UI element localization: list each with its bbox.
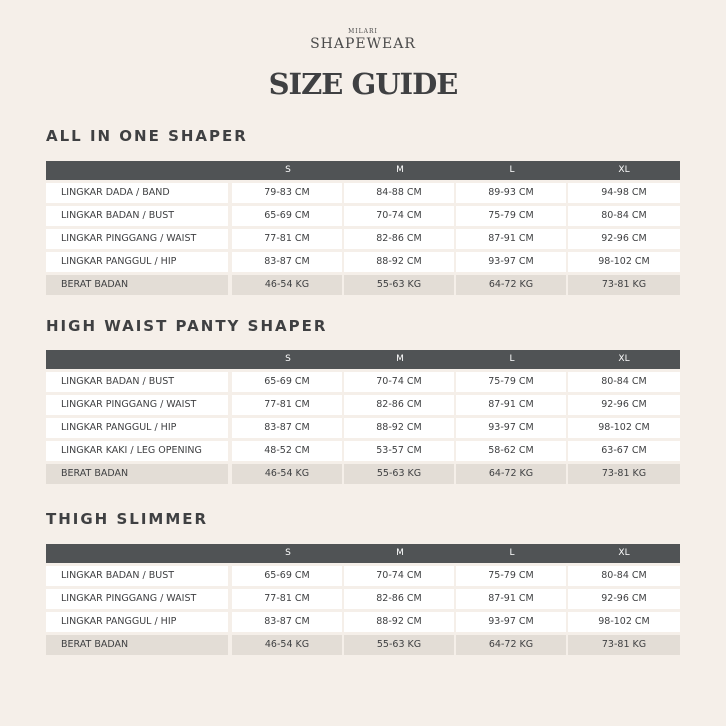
brand-name-small: MILARI bbox=[348, 28, 378, 35]
cell-value: 77-81 CM bbox=[232, 229, 342, 249]
row-label: LINGKAR PINGGANG / WAIST bbox=[46, 395, 228, 415]
cell-value: 70-74 CM bbox=[344, 206, 454, 226]
table-row bbox=[46, 395, 680, 415]
cell-value: 65-69 CM bbox=[232, 566, 342, 586]
brand-name-main: SHAPEWEAR bbox=[310, 36, 416, 52]
cell-value: 87-91 CM bbox=[456, 589, 566, 609]
table-row-weight bbox=[46, 275, 680, 295]
cell-value: 84-88 CM bbox=[344, 183, 454, 203]
cell-value: 46-54 KG bbox=[232, 275, 342, 295]
table-row-weight bbox=[46, 635, 680, 655]
size-header-s: S bbox=[285, 165, 291, 175]
size-header-xl: XL bbox=[618, 165, 630, 175]
size-header-xl: XL bbox=[618, 548, 630, 558]
size-header-l: L bbox=[509, 354, 515, 364]
section-title-all-in-one-shaper: ALL IN ONE SHAPER bbox=[46, 127, 248, 145]
table-row bbox=[46, 252, 680, 272]
table-row-weight bbox=[46, 464, 680, 484]
size-table-thigh-slimmer bbox=[46, 544, 680, 655]
cell-value: 73-81 KG bbox=[568, 635, 680, 655]
page-title: SIZE GUIDE bbox=[268, 67, 458, 101]
size-header-s: S bbox=[285, 354, 291, 364]
cell-value: 87-91 CM bbox=[456, 229, 566, 249]
cell-value: 93-97 CM bbox=[456, 252, 566, 272]
cell-value: 83-87 CM bbox=[232, 612, 342, 632]
cell-value: 79-83 CM bbox=[232, 183, 342, 203]
cell-value: 83-87 CM bbox=[232, 252, 342, 272]
row-label: LINGKAR BADAN / BUST bbox=[46, 372, 228, 392]
size-table-all-in-one-shaper bbox=[46, 161, 680, 295]
cell-value: 92-96 CM bbox=[568, 395, 680, 415]
table-row bbox=[46, 589, 680, 609]
row-label: LINGKAR DADA / BAND bbox=[46, 183, 228, 203]
cell-value: 80-84 CM bbox=[568, 206, 680, 226]
size-table-high-waist-panty-shaper bbox=[46, 350, 680, 484]
size-header-xl: XL bbox=[618, 354, 630, 364]
cell-value: 48-52 CM bbox=[232, 441, 342, 461]
row-label: LINGKAR BADAN / BUST bbox=[46, 206, 228, 226]
cell-value: 65-69 CM bbox=[232, 206, 342, 226]
cell-value: 77-81 CM bbox=[232, 395, 342, 415]
cell-value: 89-93 CM bbox=[456, 183, 566, 203]
cell-value: 73-81 KG bbox=[568, 275, 680, 295]
table-header bbox=[46, 161, 680, 180]
cell-value: 55-63 KG bbox=[344, 635, 454, 655]
cell-value: 73-81 KG bbox=[568, 464, 680, 484]
row-label: BERAT BADAN bbox=[46, 635, 228, 655]
cell-value: 82-86 CM bbox=[344, 589, 454, 609]
cell-value: 83-87 CM bbox=[232, 418, 342, 438]
section-title-thigh-slimmer: THIGH SLIMMER bbox=[46, 510, 209, 528]
cell-value: 77-81 CM bbox=[232, 589, 342, 609]
size-header-l: L bbox=[509, 548, 515, 558]
size-header-m: M bbox=[396, 548, 404, 558]
cell-value: 88-92 CM bbox=[344, 418, 454, 438]
size-header-m: M bbox=[396, 165, 404, 175]
brand-logo bbox=[0, 28, 726, 52]
section-title-high-waist-panty-shaper: HIGH WAIST PANTY SHAPER bbox=[46, 317, 328, 335]
row-label: LINGKAR BADAN / BUST bbox=[46, 566, 228, 586]
row-label: LINGKAR PINGGANG / WAIST bbox=[46, 589, 228, 609]
cell-value: 75-79 CM bbox=[456, 372, 566, 392]
cell-value: 92-96 CM bbox=[568, 589, 680, 609]
row-label: BERAT BADAN bbox=[46, 275, 228, 295]
row-label: LINGKAR PANGGUL / HIP bbox=[46, 612, 228, 632]
row-label: BERAT BADAN bbox=[46, 464, 228, 484]
cell-value: 64-72 KG bbox=[456, 464, 566, 484]
size-header-m: M bbox=[396, 354, 404, 364]
cell-value: 98-102 CM bbox=[568, 418, 680, 438]
cell-value: 46-54 KG bbox=[232, 464, 342, 484]
row-label: LINGKAR PANGGUL / HIP bbox=[46, 418, 228, 438]
cell-value: 53-57 CM bbox=[344, 441, 454, 461]
cell-value: 92-96 CM bbox=[568, 229, 680, 249]
cell-value: 82-86 CM bbox=[344, 229, 454, 249]
cell-value: 70-74 CM bbox=[344, 372, 454, 392]
cell-value: 98-102 CM bbox=[568, 252, 680, 272]
cell-value: 64-72 KG bbox=[456, 275, 566, 295]
cell-value: 55-63 KG bbox=[344, 464, 454, 484]
cell-value: 94-98 CM bbox=[568, 183, 680, 203]
cell-value: 58-62 CM bbox=[456, 441, 566, 461]
table-row bbox=[46, 229, 680, 249]
table-row bbox=[46, 206, 680, 226]
table-header bbox=[46, 350, 680, 369]
cell-value: 55-63 KG bbox=[344, 275, 454, 295]
cell-value: 65-69 CM bbox=[232, 372, 342, 392]
cell-value: 70-74 CM bbox=[344, 566, 454, 586]
table-row bbox=[46, 372, 680, 392]
cell-value: 75-79 CM bbox=[456, 206, 566, 226]
row-label: LINGKAR PINGGANG / WAIST bbox=[46, 229, 228, 249]
table-header bbox=[46, 544, 680, 563]
size-header-l: L bbox=[509, 165, 515, 175]
table-row bbox=[46, 566, 680, 586]
cell-value: 93-97 CM bbox=[456, 612, 566, 632]
cell-value: 80-84 CM bbox=[568, 566, 680, 586]
row-label: LINGKAR KAKI / LEG OPENING bbox=[46, 441, 228, 461]
cell-value: 64-72 KG bbox=[456, 635, 566, 655]
cell-value: 98-102 CM bbox=[568, 612, 680, 632]
cell-value: 75-79 CM bbox=[456, 566, 566, 586]
table-row bbox=[46, 418, 680, 438]
cell-value: 80-84 CM bbox=[568, 372, 680, 392]
cell-value: 93-97 CM bbox=[456, 418, 566, 438]
table-row bbox=[46, 441, 680, 461]
cell-value: 46-54 KG bbox=[232, 635, 342, 655]
row-label: LINGKAR PANGGUL / HIP bbox=[46, 252, 228, 272]
table-row bbox=[46, 612, 680, 632]
cell-value: 87-91 CM bbox=[456, 395, 566, 415]
cell-value: 88-92 CM bbox=[344, 612, 454, 632]
size-header-s: S bbox=[285, 548, 291, 558]
cell-value: 82-86 CM bbox=[344, 395, 454, 415]
cell-value: 88-92 CM bbox=[344, 252, 454, 272]
table-row bbox=[46, 183, 680, 203]
cell-value: 63-67 CM bbox=[568, 441, 680, 461]
